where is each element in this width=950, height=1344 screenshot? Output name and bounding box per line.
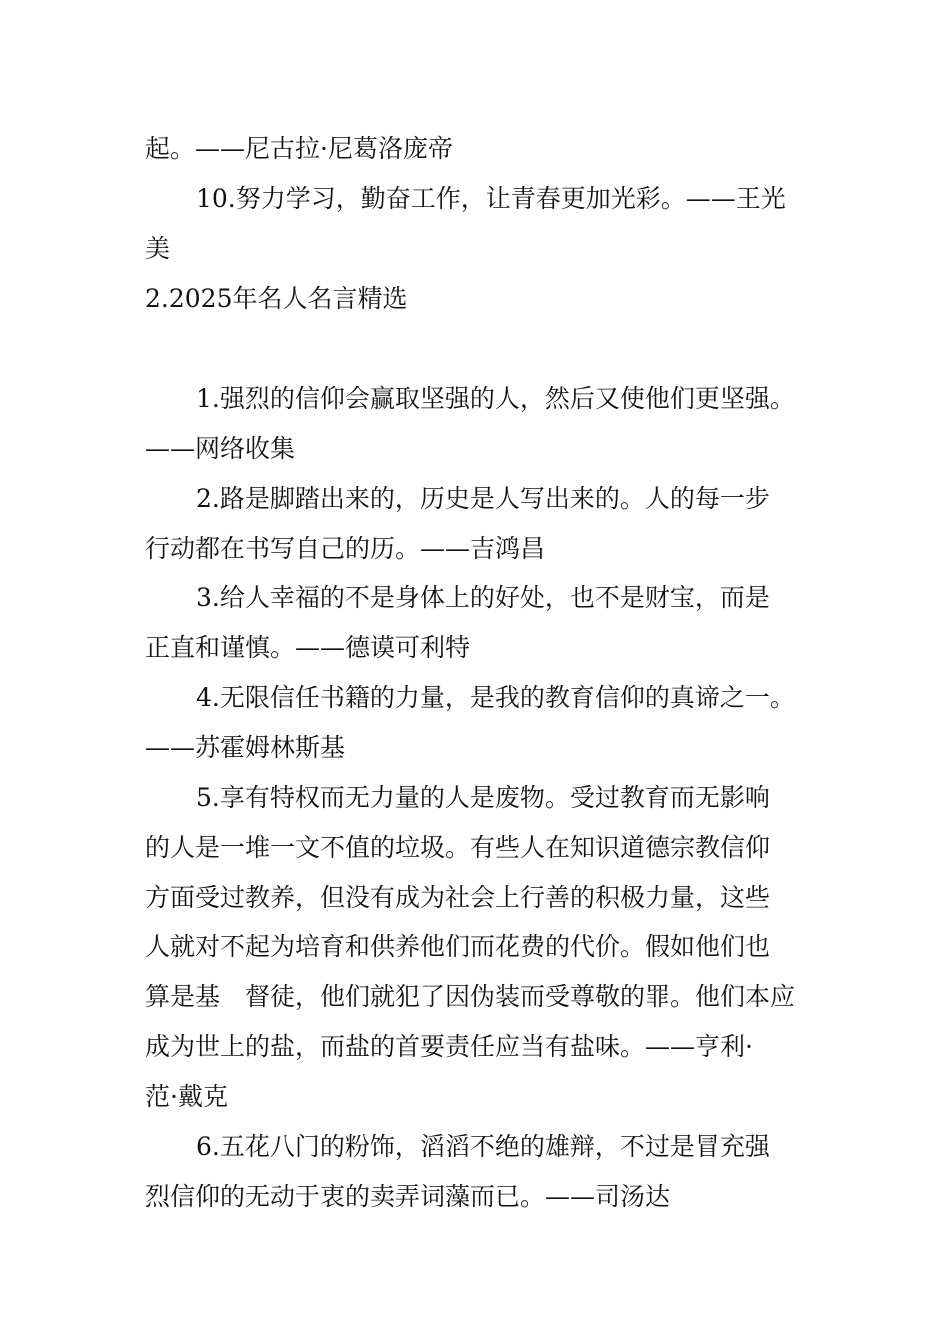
quote-5-line-6: 成为世上的盐，而盐的首要责任应当有盐味。——亨利· <box>145 1032 753 1061</box>
quote-5-line-7: 范·戴克 <box>145 1082 228 1111</box>
quote-4-line-2: ——苏霍姆林斯基 <box>145 733 346 762</box>
quote-2-line-2: 行动都在书写自己的历。——吉鸿昌 <box>145 534 546 563</box>
quote-5-line-1: 5.享有特权而无力量的人是废物。受过教育而无影响 <box>196 783 770 812</box>
quote-1-line-2: ——网络收集 <box>145 434 296 463</box>
quote-5-line-4: 人就对不起为培育和供养他们而花费的代价。假如他们也 <box>145 932 771 961</box>
quote-6-line-2: 烈信仰的无动于衷的卖弄词藻而已。——司汤达 <box>145 1182 671 1211</box>
quote-2-line-1: 2.路是脚踏出来的，历史是人写出来的。人的每一步 <box>196 484 770 513</box>
quote-4-line-1: 4.无限信任书籍的力量，是我的教育信仰的真谛之一。 <box>196 683 795 712</box>
quote-3-line-1: 3.给人幸福的不是身体上的好处，也不是财宝，而是 <box>196 583 770 612</box>
quote-5-line-3: 方面受过教养，但没有成为社会上行善的积极力量，这些 <box>145 883 771 912</box>
quote-3-line-2: 正直和谨慎。——德谟可利特 <box>145 633 471 662</box>
quote-10-line-2: 美 <box>145 234 171 263</box>
quote-6-line-1: 6.五花八门的粉饰，滔滔不绝的雄辩，不过是冒充强 <box>196 1132 770 1161</box>
quote-5-line-2: 的人是一堆一文不值的垃圾。有些人在知识道德宗教信仰 <box>145 833 771 862</box>
quote-5-line-5: 算是基 督徒，他们就犯了因伪装而受尊敬的罪。他们本应 <box>145 982 796 1011</box>
quote-1-line-1: 1.强烈的信仰会赢取坚强的人，然后又使他们更坚强。 <box>196 384 795 413</box>
quote-10-line-1: 10.努力学习，勤奋工作，让青春更加光彩。——王光 <box>196 184 786 213</box>
text-line: 起。——尼古拉·尼葛洛庞帝 <box>145 134 453 163</box>
section-heading: 2.2025年名人名言精选 <box>145 284 408 313</box>
